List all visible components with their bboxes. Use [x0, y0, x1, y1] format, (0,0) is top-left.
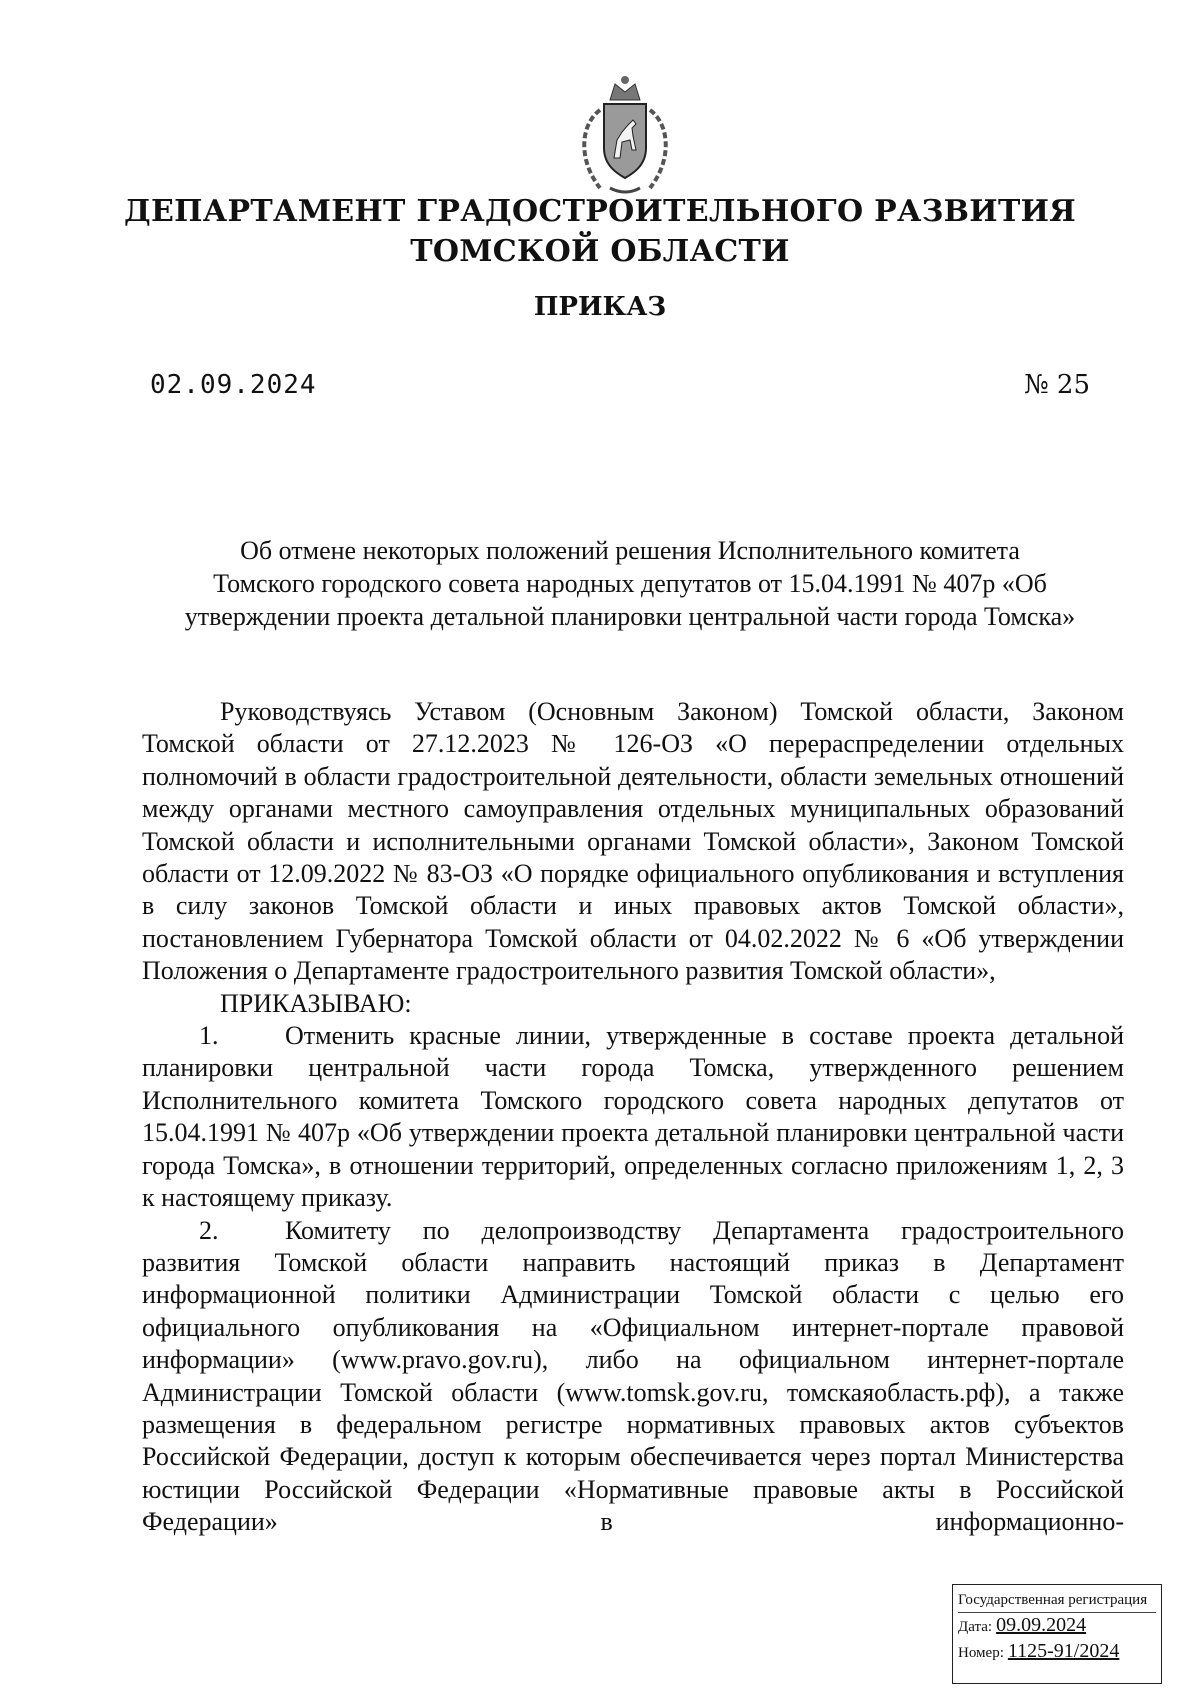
title-line1: Об отмене некоторых положений решения Исполнительного комитета: [240, 536, 1020, 565]
list-item: [142, 1020, 1124, 1214]
registration-stamp: [952, 1584, 1162, 1684]
stamp-number-row: [958, 1639, 1156, 1665]
item-text: Отменить красные линии, утвержденные в составе проекта детальной планировки центральной части города Томска, утвержденного решением Исполнительного комитета Томского городского совета народных депутатов от 15.04.1991 № 407р «Об утверждении проекта детальной планировки центральной части города Томска», в отношении территорий, определенных согласно приложениям 1, 2, 3 к настоящему приказу.: [142, 1021, 1124, 1213]
stamp-date-label: Дата:: [958, 1619, 993, 1635]
title-line2: Томского городского совета народных депутатов от 15.04.1991 № 407р «Об: [213, 569, 1047, 598]
list-item: [142, 1215, 1124, 1539]
stamp-number-value: 1125-91/2024: [1007, 1640, 1120, 1662]
order-keyword: ПРИКАЗЫВАЮ:: [220, 988, 412, 1018]
stamp-date-row: [958, 1613, 1156, 1639]
document-body: [142, 696, 1124, 1539]
item-text: Комитету по делопроизводству Департамента градостроительного развития Томской области направить настоящий приказ в Департамент информационной политики Администрации Томской области с целью его официального опубликования на «Официальном интернет-портале правовой информации» (www.pravo.gov.ru), либо на официальном интернет-портале Администрации Томской области (www.tomsk.gov.ru, томскаяобласть.рф), а также размещения в федеральном регистре нормативных правовых актов субъектов Российской Федерации, доступ к которым обеспечивается через портал Министерства юстиции Российской Федерации «Нормативные правовые акты в Российской Федерации» в информационно-: [142, 1215, 1124, 1537]
document-title: [140, 534, 1120, 633]
stamp-heading: Государственная регистрация: [958, 1588, 1156, 1613]
document-type: ПРИКАЗ: [533, 292, 667, 322]
document-number: № 25: [1024, 370, 1090, 400]
organization-name-line1: ДЕПАРТАМЕНТ ГРАДОСТРОИТЕЛЬНОГО РАЗВИТИЯ: [124, 194, 1076, 229]
organization-name: [0, 192, 1200, 272]
document-date: 02.09.2024: [150, 370, 317, 400]
stamp-date-value: 09.09.2024: [996, 1614, 1087, 1636]
title-line3: утверждении проекта детальной планировки центральной части города Томска»: [184, 602, 1076, 631]
preamble-paragraph: Руководствуясь Уставом (Основным Законом) Томской области, Законом Томской области от 27.12.2023 № 126-ОЗ «О перераспределении отдельных полномочий в области градостроительной деятельности, области земельных отношений между органами местного самоуправления отдельных муниципальных образований Томской области и исполнительными органами Томской области», Законом Томской области от 12.09.2022 № 83-ОЗ «О порядке официального опубликования и вступления в силу законов Томской области и иных правовых актов Томской области», постановлением Губернатора Томской области от 04.02.2022 № 6 «Об утверждении Положения о Департаменте градостроительного развития Томской области»,: [142, 697, 1124, 986]
item-number: 2.: [199, 1215, 219, 1245]
item-number: 1.: [199, 1021, 219, 1051]
organization-name-line2: ТОМСКОЙ ОБЛАСТИ: [410, 234, 790, 269]
stamp-number-label: Номер:: [958, 1645, 1004, 1661]
tomsk-region-coat-of-arms-icon: [570, 70, 680, 200]
